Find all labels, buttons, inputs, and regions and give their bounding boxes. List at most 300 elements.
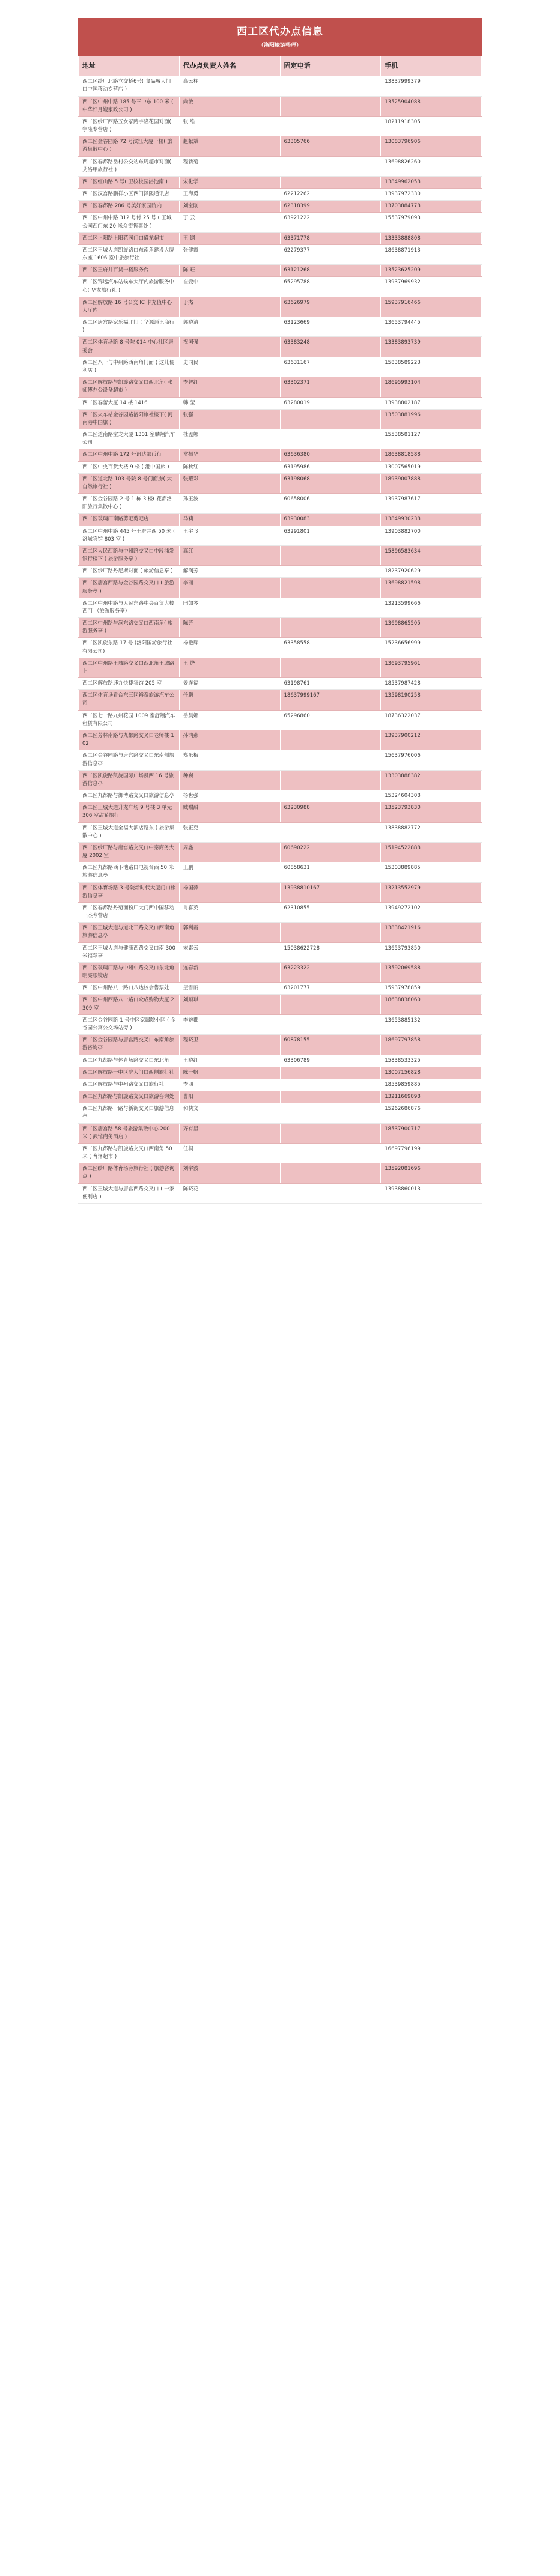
cell-landline — [280, 76, 381, 96]
cell-address: 西工区唐宫路家乐福北门 ( 华源通讯商行 ) — [79, 317, 180, 337]
cell-landline: 63383248 — [280, 337, 381, 357]
cell-landline — [280, 1143, 381, 1163]
cell-mobile: 15262686876 — [381, 1103, 482, 1123]
cell-landline: 63305766 — [280, 136, 381, 156]
cell-address: 西工区九都路与凯旋路交叉口西南角 50 米 ( 育泽超市 ) — [79, 1143, 180, 1163]
cell-address: 西工区金谷园路 1 号中区家属院小区 ( 金谷园公寓公交场站旁 ) — [79, 1014, 180, 1034]
cell-mobile: 13698865505 — [381, 618, 482, 638]
cell-mobile: 18211918305 — [381, 116, 482, 136]
cell-mobile: 13698826260 — [381, 156, 482, 176]
cell-address: 西工区中州路与涧东路交叉口西南角( 旅游服务亭 ) — [79, 618, 180, 638]
cell-landline: 63223322 — [280, 962, 381, 982]
table-row — [79, 942, 482, 962]
cell-mobile: 15896583634 — [381, 545, 482, 565]
cell-mobile: 18539859885 — [381, 1079, 482, 1091]
title-row — [79, 19, 482, 41]
cell-address: 西工区纱厂路体育场旁旅行社 ( 旅游咨询点 ) — [79, 1163, 180, 1183]
cell-address: 西工区中州路八一路口八达校会售票处 — [79, 983, 180, 995]
cell-contact: 程新菊 — [179, 156, 280, 176]
cell-contact: 尚敏 — [179, 96, 280, 116]
cell-address: 西工区体育场路 8 号院 014 中心社区居委会 — [79, 337, 180, 357]
table-row — [79, 1067, 482, 1079]
cell-address: 西工区玻璃厂南路剪吧剪吧店 — [79, 514, 180, 526]
cell-landline — [280, 96, 381, 116]
cell-contact: 张强 — [179, 409, 280, 429]
cell-contact: 杨国萍 — [179, 882, 280, 902]
table-row — [79, 1035, 482, 1055]
cell-mobile: 13653885132 — [381, 1014, 482, 1034]
cell-mobile: 18939007888 — [381, 473, 482, 493]
table-row — [79, 983, 482, 995]
table-row — [79, 377, 482, 397]
table-row — [79, 790, 482, 802]
table-row — [79, 1079, 482, 1091]
cell-address: 西工区春都路岳村公交站东周超市对面( 艾洛甲旅行社 ) — [79, 156, 180, 176]
cell-mobile: 13083796906 — [381, 136, 482, 156]
cell-contact: 赵献斌 — [179, 136, 280, 156]
cell-address: 西工区中州中路 445 号王府井西 50 米 ( 洛城宾馆 803 室 ) — [79, 526, 180, 545]
cell-mobile: 13838421916 — [381, 923, 482, 942]
table-row — [79, 277, 482, 297]
cell-mobile: 18638871913 — [381, 244, 482, 264]
cell-mobile: 18736322037 — [381, 710, 482, 730]
table-row — [79, 690, 482, 710]
cell-landline — [280, 1014, 381, 1034]
cell-landline — [280, 409, 381, 429]
cell-address: 西工区上阳路上阳花园门口盛龙超市 — [79, 232, 180, 244]
cell-address: 西工区芳林南路与九都路交叉口老师楼 102 — [79, 730, 180, 750]
cell-address: 西工区解放路与中州路交叉口旅行社 — [79, 1079, 180, 1091]
table-row — [79, 297, 482, 317]
cell-address: 西工区中州中路与人民东路中央百货大楼西门 （旅游服务亭） — [79, 598, 180, 617]
table-row — [79, 461, 482, 473]
cell-landline: 60690222 — [280, 842, 381, 862]
cell-contact: 李智红 — [179, 377, 280, 397]
cell-contact: 宋素云 — [179, 942, 280, 962]
cell-landline — [280, 176, 381, 188]
cell-address: 西工区凯旋东路 17 号 (洛阳国游旅行社有限公司) — [79, 638, 180, 658]
cell-address: 西工区九都路与体育场路交叉口东北角 — [79, 1055, 180, 1067]
cell-landline: 63306789 — [280, 1055, 381, 1067]
cell-contact: 史同民 — [179, 357, 280, 377]
cell-address: 西工区中州路王城路交叉口西北角王城路上 — [79, 658, 180, 677]
cell-address: 西工区春蕾大厦 14 楼 1416 — [79, 397, 180, 409]
cell-landline — [280, 790, 381, 802]
cell-landline: 62318399 — [280, 201, 381, 213]
cell-landline — [280, 618, 381, 638]
cell-mobile: 13598190258 — [381, 690, 482, 710]
cell-address: 西工区解放路 16 号公交 IC 卡充值中心大厅内 — [79, 297, 180, 317]
table-row — [79, 526, 482, 545]
cell-landline — [280, 770, 381, 790]
cell-mobile: 13383893739 — [381, 337, 482, 357]
cell-mobile: 13938802187 — [381, 397, 482, 409]
cell-mobile: 15838589223 — [381, 357, 482, 377]
cell-mobile: 15937916466 — [381, 297, 482, 317]
cell-contact: 张正克 — [179, 822, 280, 842]
column-header-address: 地址 — [79, 55, 180, 76]
cell-landline: 63631167 — [280, 357, 381, 377]
table-row — [79, 678, 482, 690]
cell-landline: 63626979 — [280, 297, 381, 317]
cell-contact: 望雪丽 — [179, 983, 280, 995]
cell-contact: 周鑫 — [179, 842, 280, 862]
cell-address: 西工区体育场看台东三区裕泰旅游汽车公司 — [79, 690, 180, 710]
cell-contact: 曹阳 — [179, 1091, 280, 1103]
cell-address: 西工区红山路 5 号( 卫校校园浴池南 ) — [79, 176, 180, 188]
cell-contact: 李朋 — [179, 1079, 280, 1091]
table-row — [79, 265, 482, 277]
cell-contact: 陈秋红 — [179, 461, 280, 473]
table-row — [79, 136, 482, 156]
cell-landline: 63198761 — [280, 678, 381, 690]
cell-mobile: 13303888382 — [381, 770, 482, 790]
table-head — [79, 19, 482, 76]
cell-mobile: 13903882700 — [381, 526, 482, 545]
table-row — [79, 995, 482, 1014]
cell-address: 西工区王城大道凯旋路口东南角建设大厦东座 1606 室中旅旅行社 — [79, 244, 180, 264]
cell-address: 西工区王城大道全福大酒店路东 ( 旅游集散中心 ) — [79, 822, 180, 842]
agent-points-table — [78, 18, 482, 1204]
cell-address: 西工区解放路速九快捷宾馆 205 室 — [79, 678, 180, 690]
cell-contact: 高红 — [179, 545, 280, 565]
cell-contact: 于杰 — [179, 297, 280, 317]
cell-contact: 李婉郡 — [179, 1014, 280, 1034]
cell-mobile: 15194522888 — [381, 842, 482, 862]
cell-landline: 63930083 — [280, 514, 381, 526]
table-row — [79, 638, 482, 658]
cell-landline: 63280019 — [280, 397, 381, 409]
cell-address: 西工区解放路一中区院大门口西侧旅行社 — [79, 1067, 180, 1079]
cell-mobile: 15538581127 — [381, 429, 482, 449]
cell-contact: 张 维 — [179, 116, 280, 136]
cell-address: 西工区王城大道与健康西路交叉口南 300 米福彩亭 — [79, 942, 180, 962]
cell-landline — [280, 566, 381, 578]
cell-contact: 张耀彩 — [179, 473, 280, 493]
cell-contact: 和快文 — [179, 1103, 280, 1123]
cell-contact: 韩 莹 — [179, 397, 280, 409]
cell-address: 西工区九都路与凯旋路交叉口旅游咨询处 — [79, 1091, 180, 1103]
cell-mobile: 13653794445 — [381, 317, 482, 337]
cell-landline: 63121268 — [280, 265, 381, 277]
cell-contact: 张健霞 — [179, 244, 280, 264]
cell-contact: 任桐 — [179, 1143, 280, 1163]
cell-mobile: 13213599666 — [381, 598, 482, 617]
table-row — [79, 1014, 482, 1034]
table-row — [79, 802, 482, 822]
cell-landline — [280, 156, 381, 176]
cell-address: 西工区七一路九州花园 1009 室舒翔汽车租赁有限公司 — [79, 710, 180, 730]
cell-address: 西工区金谷园路 72 号滨江大厦一楼( 旅游集散中心 ) — [79, 136, 180, 156]
cell-address: 西工区凯旋路凯旋国际广场凯西 16 号旅游信息亭 — [79, 770, 180, 790]
cell-mobile: 18697797858 — [381, 1035, 482, 1055]
table-row — [79, 618, 482, 638]
cell-address: 西工区体育场路 3 号院新时代大厦门口旅游信息亭 — [79, 882, 180, 902]
cell-contact: 刘宇波 — [179, 1163, 280, 1183]
cell-contact: 王 钢 — [179, 232, 280, 244]
cell-landline — [280, 578, 381, 598]
cell-landline: 60658006 — [280, 494, 381, 514]
table-row — [79, 244, 482, 264]
cell-mobile: 13525904088 — [381, 96, 482, 116]
cell-contact: 刘宝刚 — [179, 201, 280, 213]
table-body — [79, 76, 482, 1204]
cell-mobile: 15838533325 — [381, 1055, 482, 1067]
cell-contact: 程晓卫 — [179, 1035, 280, 1055]
cell-landline: 63201777 — [280, 983, 381, 995]
cell-address: 西工区解放路与凯旋路交叉口西北角( 张师傅办公设备超市 ) — [79, 377, 180, 397]
cell-contact: 丁 云 — [179, 213, 280, 232]
cell-address: 西工区春都路丹菊面粉厂大门西中国移动一杰专营店 — [79, 902, 180, 922]
cell-contact: 王宇飞 — [179, 526, 280, 545]
table-row — [79, 902, 482, 922]
cell-landline: 63302371 — [280, 377, 381, 397]
subtitle-row — [79, 41, 482, 56]
cell-contact: 李丽 — [179, 578, 280, 598]
cell-address: 西工区金谷园路与唐宫路交叉口东南侧旅游信息亭 — [79, 750, 180, 770]
table-row — [79, 598, 482, 617]
cell-landline — [280, 1079, 381, 1091]
cell-contact: 王晓红 — [179, 1055, 280, 1067]
cell-mobile: 13938860013 — [381, 1183, 482, 1203]
cell-contact: 陈 旺 — [179, 265, 280, 277]
table-row — [79, 1183, 482, 1203]
cell-address: 西工区王城大道与道北三路交叉口西南角旅游信息亭 — [79, 923, 180, 942]
table-row — [79, 76, 482, 96]
cell-address: 西工区王城大道与唐宫西路交叉口 ( 一家便利店 ) — [79, 1183, 180, 1203]
cell-contact: 高云柱 — [179, 76, 280, 96]
cell-landline — [280, 822, 381, 842]
cell-contact: 臧甜甜 — [179, 802, 280, 822]
cell-contact: 闫如琴 — [179, 598, 280, 617]
column-header-row — [79, 55, 482, 76]
cell-mobile: 13849962058 — [381, 176, 482, 188]
cell-contact: 孙玉波 — [179, 494, 280, 514]
cell-landline: 63195986 — [280, 461, 381, 473]
cell-mobile: 13592069588 — [381, 962, 482, 982]
table-row — [79, 156, 482, 176]
cell-landline — [280, 116, 381, 136]
table-row — [79, 750, 482, 770]
cell-address: 西工区汉宫路鹏祥小区西门泽熙通讯店 — [79, 189, 180, 201]
cell-mobile: 13703884778 — [381, 201, 482, 213]
cell-mobile: 18537987428 — [381, 678, 482, 690]
cell-mobile: 15236656999 — [381, 638, 482, 658]
cell-mobile: 13213552979 — [381, 882, 482, 902]
cell-landline: 63230988 — [280, 802, 381, 822]
cell-mobile: 18237920629 — [381, 566, 482, 578]
cell-contact: 刘顺琪 — [179, 995, 280, 1014]
table-row — [79, 770, 482, 790]
cell-address: 西工区唐宫西路与金谷园路交叉口 ( 旅游服务亭 ) — [79, 578, 180, 598]
cell-contact: 郭利霞 — [179, 923, 280, 942]
cell-landline: 60858631 — [280, 862, 381, 882]
cell-contact: 陈芳 — [179, 618, 280, 638]
cell-mobile: 13937900212 — [381, 730, 482, 750]
table-row — [79, 201, 482, 213]
cell-mobile: 13007156828 — [381, 1067, 482, 1079]
table-row — [79, 397, 482, 409]
table-row — [79, 710, 482, 730]
cell-mobile: 13849930238 — [381, 514, 482, 526]
cell-mobile: 15537979093 — [381, 213, 482, 232]
table-row — [79, 357, 482, 377]
cell-landline — [280, 598, 381, 617]
cell-mobile: 13653793850 — [381, 942, 482, 962]
cell-contact: 郭晓清 — [179, 317, 280, 337]
table-row — [79, 962, 482, 982]
cell-landline: 65296860 — [280, 710, 381, 730]
table-row — [79, 1123, 482, 1143]
cell-address: 西工区王府井百货一楼服务台 — [79, 265, 180, 277]
cell-mobile: 13937972330 — [381, 189, 482, 201]
cell-landline: 63636380 — [280, 449, 381, 461]
table-row — [79, 658, 482, 677]
cell-landline — [280, 923, 381, 942]
table-row — [79, 1055, 482, 1067]
cell-contact: 宋化学 — [179, 176, 280, 188]
cell-mobile: 18537900717 — [381, 1123, 482, 1143]
cell-mobile: 15324604308 — [381, 790, 482, 802]
cell-mobile: 13503881996 — [381, 409, 482, 429]
cell-address: 西工区纱厂路与唐宫路交叉口中泰商务大厦 2002 室 — [79, 842, 180, 862]
cell-address: 西工区中央百货大楼 9 楼 ( 港中国旅 ) — [79, 461, 180, 473]
cell-address: 西工区九都路一路与新街交叉口旅游信息亭 — [79, 1103, 180, 1123]
cell-landline — [280, 1067, 381, 1079]
cell-landline: 63123669 — [280, 317, 381, 337]
cell-address: 西工区道北路 103 号院 8 号门面房( 大自然旅行社 ) — [79, 473, 180, 493]
cell-mobile: 18695993104 — [381, 377, 482, 397]
table-row — [79, 842, 482, 862]
cell-landline: 65295788 — [280, 277, 381, 297]
cell-contact: 祝国强 — [179, 337, 280, 357]
cell-address: 西工区王城大道升龙广场 9 号楼 3 单元 306 室甜希旅行 — [79, 802, 180, 822]
cell-mobile: 13523625209 — [381, 265, 482, 277]
cell-contact: 种巍 — [179, 770, 280, 790]
cell-address: 西工区唐宫路 58 号旅游集散中心 200 米 ( 武馆商务酒店 ) — [79, 1123, 180, 1143]
cell-landline — [280, 1091, 381, 1103]
cell-contact: 姜连福 — [179, 678, 280, 690]
cell-address: 西工区八一与中州路西南角门面 ( 这儿便利店 ) — [79, 357, 180, 377]
cell-landline: 63198068 — [280, 473, 381, 493]
cell-landline: 62279377 — [280, 244, 381, 264]
cell-address: 西工区火车站金谷园路洛阳旅社楼下( 河南港中国旅 ) — [79, 409, 180, 429]
cell-address: 西工区玻璃厂路与中州中路交叉口东北角明亮眼镜店 — [79, 962, 180, 982]
table-row — [79, 1091, 482, 1103]
cell-contact: 王鹏 — [179, 862, 280, 882]
cell-landline — [280, 1183, 381, 1203]
cell-mobile: 13837999379 — [381, 76, 482, 96]
table-row — [79, 96, 482, 116]
cell-landline — [280, 658, 381, 677]
cell-contact: 齐有星 — [179, 1123, 280, 1143]
cell-mobile: 15303889885 — [381, 862, 482, 882]
table-row — [79, 862, 482, 882]
cell-mobile: 13693795961 — [381, 658, 482, 677]
document-page — [0, 0, 560, 1214]
cell-mobile: 13838882772 — [381, 822, 482, 842]
cell-contact: 王海勇 — [179, 189, 280, 201]
cell-contact: 马莉 — [179, 514, 280, 526]
cell-address: 西工区纱厂路丹尼斯对面 ( 旅游信息亭 ) — [79, 566, 180, 578]
cell-landline: 63291801 — [280, 526, 381, 545]
table-row — [79, 1143, 482, 1163]
cell-landline — [280, 750, 381, 770]
table-row — [79, 429, 482, 449]
table-row — [79, 337, 482, 357]
cell-contact: 常振华 — [179, 449, 280, 461]
cell-landline — [280, 429, 381, 449]
cell-landline — [280, 995, 381, 1014]
column-header-landline: 固定电话 — [280, 55, 381, 76]
cell-landline: 63358558 — [280, 638, 381, 658]
cell-mobile: 13949272102 — [381, 902, 482, 922]
table-row — [79, 566, 482, 578]
cell-contact: 任鹏 — [179, 690, 280, 710]
cell-landline: 63371778 — [280, 232, 381, 244]
page-subtitle: （洛阳旅游整理） — [79, 41, 482, 56]
cell-contact: 陈一帆 — [179, 1067, 280, 1079]
cell-address: 西工区金谷园路 2 号 1 栋 3 楼( 花都洛阳旅行集散中心 ) — [79, 494, 180, 514]
cell-address: 西工区中州中路 172 号讯达邮币行 — [79, 449, 180, 461]
cell-landline — [280, 1163, 381, 1183]
column-header-contact: 代办点负责人姓名 — [179, 55, 280, 76]
cell-address: 西工区春都路 286 号美好家园院内 — [79, 201, 180, 213]
cell-landline: 13938810167 — [280, 882, 381, 902]
table-row — [79, 317, 482, 337]
table-row — [79, 545, 482, 565]
cell-mobile: 16697796199 — [381, 1143, 482, 1163]
cell-mobile: 13211669898 — [381, 1091, 482, 1103]
cell-landline: 15038622728 — [280, 942, 381, 962]
table-row — [79, 1103, 482, 1123]
cell-address: 西工区中州西路八一路口众成购物大厦 2309 室 — [79, 995, 180, 1014]
cell-mobile: 18638818588 — [381, 449, 482, 461]
cell-landline: 18637999167 — [280, 690, 381, 710]
cell-mobile: 13007565019 — [381, 461, 482, 473]
table-row — [79, 449, 482, 461]
cell-landline — [280, 1123, 381, 1143]
cell-landline: 62212262 — [280, 189, 381, 201]
table-row — [79, 176, 482, 188]
cell-contact: 杜孟娜 — [179, 429, 280, 449]
table-row — [79, 1163, 482, 1183]
cell-address: 西工区锦远汽车站候车大厅内旅游服务中心( 华龙旅行社 ) — [79, 277, 180, 297]
cell-landline: 63921222 — [280, 213, 381, 232]
cell-contact: 郑乐梅 — [179, 750, 280, 770]
cell-contact: 肖喜英 — [179, 902, 280, 922]
cell-address: 西工区九都路西下池路口电视台西 50 米旅游信息亭 — [79, 862, 180, 882]
cell-mobile: 15937978859 — [381, 983, 482, 995]
cell-address: 西工区道南路宝龙大厦 1301 室麟翔汽车公司 — [79, 429, 180, 449]
cell-address: 西工区人民西路与中州路交叉口中段浦发银行楼下 ( 旅游服务亭 ) — [79, 545, 180, 565]
cell-mobile: 13937969932 — [381, 277, 482, 297]
table-row — [79, 822, 482, 842]
cell-landline: 62310855 — [280, 902, 381, 922]
cell-contact: 崔爱中 — [179, 277, 280, 297]
cell-landline — [280, 545, 381, 565]
cell-contact: 陈晓花 — [179, 1183, 280, 1203]
table-row — [79, 473, 482, 493]
cell-contact: 杨世强 — [179, 790, 280, 802]
cell-mobile: 13592081696 — [381, 1163, 482, 1183]
cell-landline — [280, 1103, 381, 1123]
cell-mobile: 18638838060 — [381, 995, 482, 1014]
table-row — [79, 730, 482, 750]
cell-contact: 连春新 — [179, 962, 280, 982]
table-row — [79, 494, 482, 514]
table-row — [79, 116, 482, 136]
